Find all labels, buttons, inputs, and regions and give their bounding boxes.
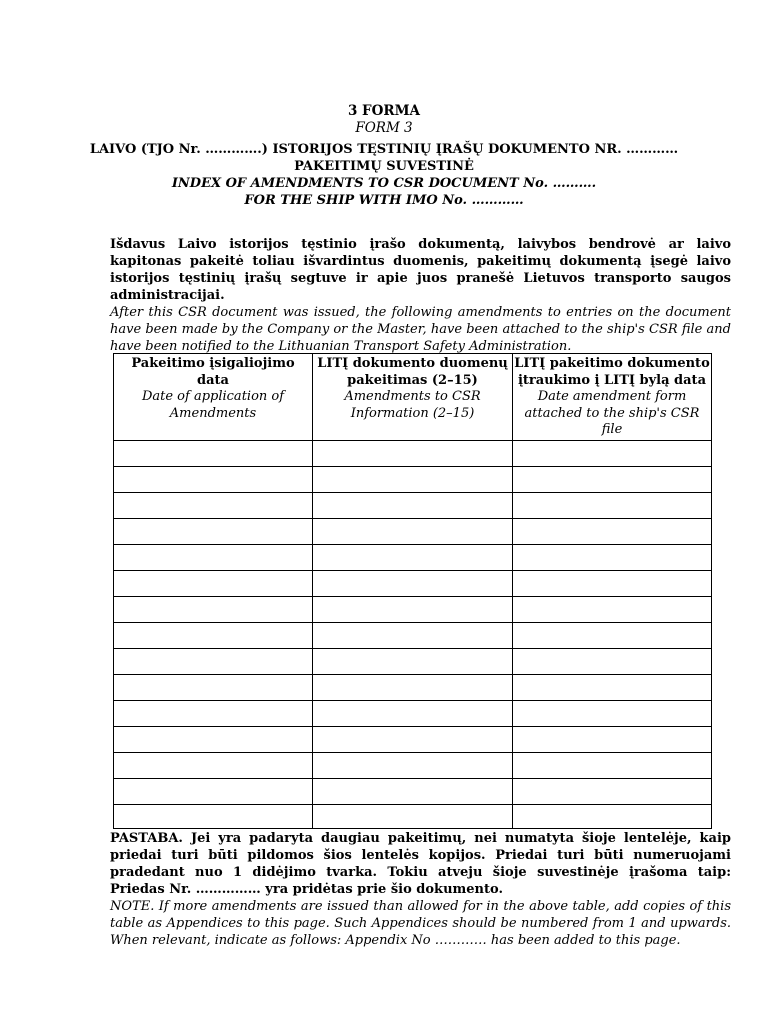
table-row xyxy=(114,440,712,466)
table-cell-empty[interactable] xyxy=(114,466,313,492)
table-cell-empty[interactable] xyxy=(513,752,712,778)
table-cell-empty[interactable] xyxy=(313,674,513,700)
table-cell-empty[interactable] xyxy=(114,778,313,804)
table-cell-empty[interactable] xyxy=(114,544,313,570)
table-cell-empty[interactable] xyxy=(513,596,712,622)
table-row xyxy=(114,622,712,648)
table-row xyxy=(114,648,712,674)
note-text-en: NOTE. If more amendments are issued than allowed for in the above table, add copies of this table as Appendices to this page. Such Appendices should be numbered from 1 and upwards. When relevant, indicate as follows: Appendix No ………… has been added to this page. xyxy=(110,899,731,948)
table-cell-empty[interactable] xyxy=(513,544,712,570)
table-cell-empty[interactable] xyxy=(313,726,513,752)
table-cell-empty[interactable] xyxy=(114,518,313,544)
column-header-lt: Pakeitimo įsigaliojimo data xyxy=(131,356,295,388)
column-header-en: Date of application of Amendments xyxy=(141,389,285,421)
table-cell-empty[interactable] xyxy=(513,804,712,828)
table-row xyxy=(114,700,712,726)
table-cell-empty[interactable] xyxy=(313,752,513,778)
table-cell-empty[interactable] xyxy=(114,674,313,700)
table-cell-empty[interactable] xyxy=(513,622,712,648)
table-row xyxy=(114,544,712,570)
table-cell-empty[interactable] xyxy=(313,440,513,466)
table-row xyxy=(114,596,712,622)
table-cell-empty[interactable] xyxy=(313,544,513,570)
table-cell-empty[interactable] xyxy=(313,700,513,726)
amendments-table xyxy=(113,353,712,829)
table-cell-empty[interactable] xyxy=(114,648,313,674)
table-cell-empty[interactable] xyxy=(313,596,513,622)
column-header-date-of-application xyxy=(114,354,313,441)
table-cell-empty[interactable] xyxy=(114,700,313,726)
column-header-en: Amendments to CSR Information (2–15) xyxy=(344,389,481,421)
table-cell-empty[interactable] xyxy=(114,804,313,828)
form-number-lt: 3 FORMA xyxy=(347,103,421,119)
note-text-lt: PASTABA. Jei yra padaryta daugiau pakeitimų, nei numatyta šioje lentelėje, kaip priedai turi būti pildomos šios lentelės kopijos. Priedai turi būti numeruojami pradedant nuo 1 didėjimo tvarka. Tokiu atveju šioje suvestinėje įrašoma taip: Priedas Nr. …………… yra pridėtas prie šio dokumento. xyxy=(110,831,731,897)
form-heading xyxy=(0,103,768,209)
document-title-lt-line1: LAIVO (TJO Nr. ………….) ISTORIJOS TĘSTINIŲ ĮRAŠŲ DOKUMENTO NR. ………… xyxy=(89,142,679,157)
table-cell-empty[interactable] xyxy=(313,492,513,518)
table-cell-empty[interactable] xyxy=(513,518,712,544)
table-cell-empty[interactable] xyxy=(513,440,712,466)
table-row xyxy=(114,570,712,596)
table-cell-empty[interactable] xyxy=(313,518,513,544)
table-cell-empty[interactable] xyxy=(114,596,313,622)
table-row xyxy=(114,518,712,544)
table-row xyxy=(114,778,712,804)
document-title-lt-line2: PAKEITIMŲ SUVESTINĖ xyxy=(294,159,474,174)
table-cell-empty[interactable] xyxy=(313,778,513,804)
table-cell-empty[interactable] xyxy=(114,726,313,752)
intro-paragraph xyxy=(110,236,731,355)
table-cell-empty[interactable] xyxy=(313,804,513,828)
table-cell-empty[interactable] xyxy=(114,570,313,596)
table-row xyxy=(114,752,712,778)
column-header-lt: LITĮ pakeitimo dokumento įtraukimo į LITĮ bylą data xyxy=(514,356,710,388)
table-row xyxy=(114,804,712,828)
table-cell-empty[interactable] xyxy=(313,622,513,648)
column-header-amendments xyxy=(313,354,513,441)
table-cell-empty[interactable] xyxy=(513,700,712,726)
table-cell-empty[interactable] xyxy=(114,492,313,518)
note-paragraph xyxy=(110,830,731,949)
document-title-en-line1: INDEX OF AMENDMENTS TO CSR DOCUMENT No. ………. xyxy=(171,176,597,191)
table-header-row xyxy=(114,354,712,441)
table-cell-empty[interactable] xyxy=(114,440,313,466)
table-cell-empty[interactable] xyxy=(313,570,513,596)
table-cell-empty[interactable] xyxy=(114,752,313,778)
table-cell-empty[interactable] xyxy=(313,466,513,492)
table-cell-empty[interactable] xyxy=(114,622,313,648)
table-cell-empty[interactable] xyxy=(513,674,712,700)
table-row xyxy=(114,726,712,752)
intro-text-lt: Išdavus Laivo istorijos tęstinio įrašo dokumentą, laivybos bendrovė ar laivo kapitonas pakeitė toliau išvardintus duomenis, pakeitimų dokumentą įsegė laivo istorijos tęstinių įrašų segtuve ir apie juos pranešė Lietuvos transporto saugos administracijai. xyxy=(110,237,731,303)
table-cell-empty[interactable] xyxy=(513,726,712,752)
table-row xyxy=(114,466,712,492)
table-row xyxy=(114,492,712,518)
intro-text-en: After this CSR document was issued, the following amendments to entries on the document have been made by the Company or the Master, have been attached to the ship's CSR file and have been notified to the Lithuanian Transport Safety Administration. xyxy=(110,305,731,354)
table-row xyxy=(114,674,712,700)
column-header-date-attached xyxy=(513,354,712,441)
form-number-en: FORM 3 xyxy=(355,120,413,136)
document-title-en-line2: FOR THE SHIP WITH IMO No. ………… xyxy=(244,193,524,208)
column-header-lt: LITĮ dokumento duomenų pakeitimas (2–15) xyxy=(317,356,508,388)
table-cell-empty[interactable] xyxy=(513,570,712,596)
column-header-en: Date amendment form attached to the ship's CSR file xyxy=(524,389,700,437)
table-cell-empty[interactable] xyxy=(513,648,712,674)
table-body xyxy=(114,440,712,828)
table-cell-empty[interactable] xyxy=(513,466,712,492)
table-cell-empty[interactable] xyxy=(313,648,513,674)
table-cell-empty[interactable] xyxy=(513,778,712,804)
table-cell-empty[interactable] xyxy=(513,492,712,518)
